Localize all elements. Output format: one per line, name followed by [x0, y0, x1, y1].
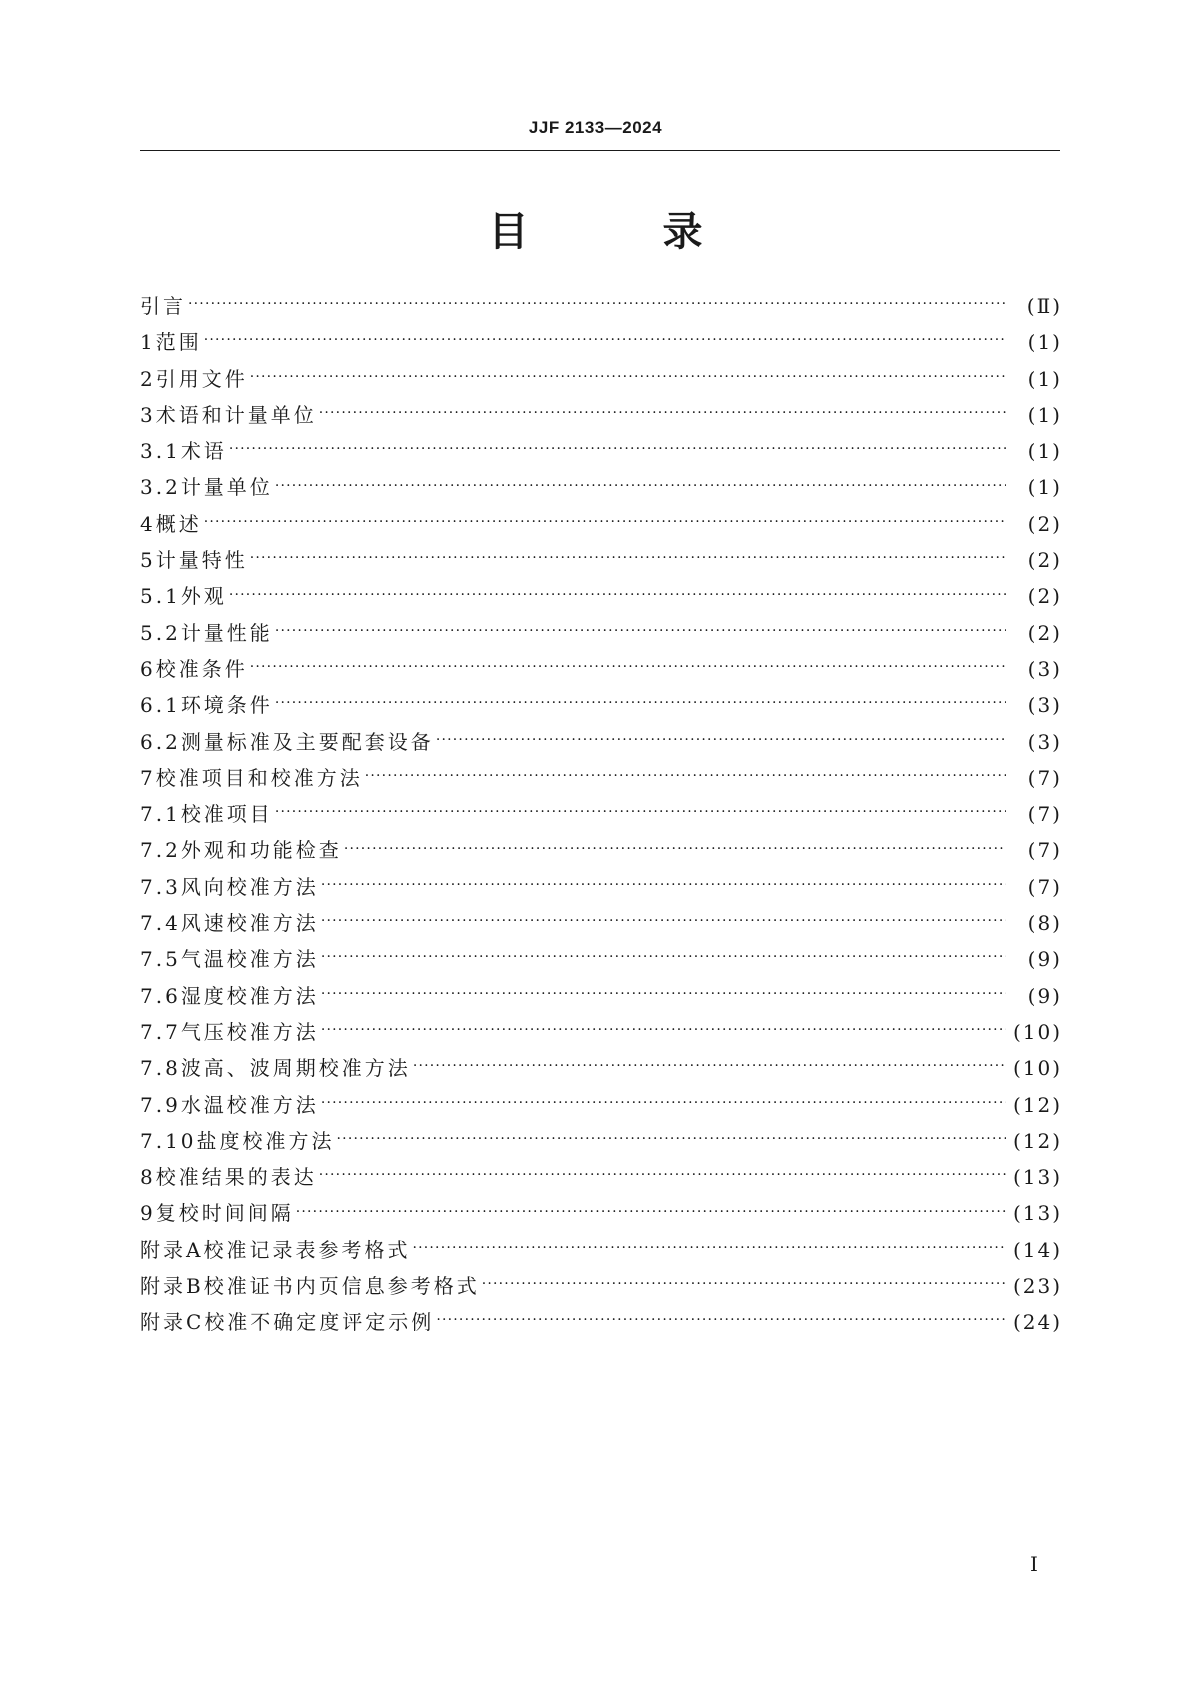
- toc-entry[interactable]: [140, 941, 1062, 977]
- toc-entry-number: 7.9: [140, 1092, 181, 1117]
- toc-entry-number: 4: [140, 511, 156, 536]
- toc-entry[interactable]: [140, 796, 1062, 832]
- toc-entry-title: 计量特性: [155, 548, 248, 573]
- toc-entry-title: 气温校准方法: [180, 947, 319, 972]
- toc-entry[interactable]: [140, 1014, 1062, 1050]
- toc-leader-dots: [275, 623, 1006, 643]
- toc-entry-title: 校准不确定度评定示例: [204, 1310, 435, 1335]
- toc-leader-dots: [321, 877, 1006, 897]
- toc-entry[interactable]: [140, 361, 1062, 397]
- toc-entry-number: 7.1: [140, 802, 181, 827]
- toc-entry-title: 校准条件: [155, 656, 248, 681]
- table-of-contents: [140, 288, 1062, 1341]
- toc-entry-page: (Ⅱ): [1026, 294, 1062, 318]
- toc-entry[interactable]: [140, 687, 1062, 723]
- toc-leader-dots: [321, 949, 1006, 969]
- toc-leader-dots: [321, 986, 1006, 1006]
- toc-entry-number: 附录C: [140, 1310, 205, 1335]
- toc-entry-number: 7.6: [140, 983, 181, 1008]
- toc-entry-number: 8: [140, 1165, 156, 1190]
- page-number: Ⅰ: [1030, 1552, 1038, 1576]
- toc-entry-page: (10): [1012, 1019, 1062, 1044]
- toc-leader-dots: [296, 1204, 1006, 1224]
- toc-leader-dots: [344, 841, 1006, 861]
- toc-entry-number: 9: [140, 1201, 156, 1226]
- toc-entry-page: (2): [1027, 584, 1062, 609]
- toc-entry-number: 附录B: [140, 1274, 204, 1299]
- toc-entry[interactable]: [140, 1268, 1062, 1304]
- toc-entry[interactable]: [140, 542, 1062, 578]
- toc-entry-title: 湿度校准方法: [180, 983, 319, 1008]
- toc-entry[interactable]: [140, 469, 1062, 505]
- toc-entry-page: (3): [1027, 656, 1062, 681]
- toc-entry-page: (24): [1012, 1310, 1062, 1335]
- toc-entry-title: 计量性能: [180, 620, 273, 645]
- toc-entry[interactable]: [140, 1304, 1062, 1340]
- toc-entry-number: 6.1: [140, 693, 181, 718]
- toc-entry-title: 范围: [155, 330, 202, 355]
- toc-entry-number: 7.10: [140, 1128, 197, 1153]
- toc-entry[interactable]: [140, 1195, 1062, 1231]
- toc-entry-number: 6: [140, 656, 156, 681]
- toc-entry-page: (1): [1027, 475, 1062, 500]
- toc-entry-page: (23): [1012, 1274, 1062, 1299]
- toc-entry-number: 7.7: [140, 1019, 181, 1044]
- toc-entry-page: (13): [1012, 1201, 1062, 1226]
- toc-entry-number: 附录A: [140, 1237, 204, 1262]
- toc-leader-dots: [275, 478, 1006, 498]
- toc-entry-title: 校准证书内页信息参考格式: [203, 1274, 480, 1299]
- toc-entry-page: (1): [1027, 330, 1062, 355]
- toc-leader-dots: [275, 804, 1006, 824]
- toc-entry[interactable]: [140, 324, 1062, 360]
- toc-entry-title: 测量标准及主要配套设备: [180, 729, 434, 754]
- toc-entry-title: 复校时间间隔: [155, 1201, 294, 1226]
- toc-entry-page: (7): [1027, 874, 1062, 899]
- toc-entry-page: (14): [1012, 1237, 1062, 1262]
- toc-leader-dots: [319, 1167, 1006, 1187]
- toc-entry-title: 盐度校准方法: [196, 1128, 335, 1153]
- toc-entry[interactable]: [140, 1087, 1062, 1123]
- toc-leader-dots: [412, 1240, 1006, 1260]
- document-code: JJF 2133—2024: [528, 118, 663, 137]
- toc-leader-dots: [275, 695, 1006, 715]
- toc-entry-page: (1): [1027, 402, 1062, 427]
- toc-entry-title: 校准项目和校准方法: [155, 765, 363, 790]
- toc-leader-dots: [436, 732, 1006, 752]
- toc-entry-number: 7.8: [140, 1056, 181, 1081]
- toc-entry-title: 术语和计量单位: [155, 402, 317, 427]
- toc-entry-number: 2: [140, 366, 156, 391]
- toc-leader-dots: [250, 659, 1006, 679]
- toc-entry[interactable]: [140, 978, 1062, 1014]
- toc-entry[interactable]: [140, 1232, 1062, 1268]
- toc-entry[interactable]: [140, 724, 1062, 760]
- toc-entry-number: 7.2: [140, 838, 181, 863]
- toc-entry[interactable]: [140, 1123, 1062, 1159]
- toc-entry-number: 7.4: [140, 911, 181, 936]
- toc-entry-page: (2): [1027, 511, 1062, 536]
- toc-entry-number: 5.1: [140, 584, 181, 609]
- toc-entry-title: 外观和功能检查: [180, 838, 342, 863]
- toc-entry-number: 6.2: [140, 729, 181, 754]
- toc-entry-page: (1): [1027, 439, 1062, 464]
- page-title: 目 录: [488, 209, 763, 255]
- toc-leader-dots: [204, 514, 1006, 534]
- toc-leader-dots: [188, 296, 1006, 316]
- toc-leader-dots: [436, 1312, 1006, 1332]
- toc-entry[interactable]: [140, 832, 1062, 868]
- toc-entry-page: (7): [1027, 765, 1062, 790]
- toc-entry-number: 3.2: [140, 475, 181, 500]
- toc-entry[interactable]: [140, 288, 1062, 324]
- toc-entry-page: (2): [1027, 620, 1062, 645]
- toc-leader-dots: [413, 1058, 1006, 1078]
- toc-leader-dots: [482, 1276, 1006, 1296]
- toc-entry-page: (10): [1012, 1056, 1062, 1081]
- toc-entry-page: (1): [1027, 366, 1062, 391]
- toc-entry-title: 水温校准方法: [180, 1092, 319, 1117]
- toc-entry-page: (2): [1027, 548, 1062, 573]
- toc-entry-title: 计量单位: [180, 475, 273, 500]
- toc-entry-title: 风向校准方法: [180, 874, 319, 899]
- toc-entry-number: 3.1: [140, 439, 181, 464]
- toc-leader-dots: [229, 587, 1006, 607]
- toc-entry-number: 7.3: [140, 874, 181, 899]
- toc-entry[interactable]: [140, 615, 1062, 651]
- toc-entry-title: 引用文件: [155, 366, 248, 391]
- toc-entry[interactable]: [140, 397, 1062, 433]
- toc-leader-dots: [321, 1022, 1006, 1042]
- toc-entry-number: 1: [140, 330, 156, 355]
- toc-leader-dots: [229, 441, 1006, 461]
- toc-entry[interactable]: [140, 578, 1062, 614]
- toc-entry-number: 5: [140, 548, 156, 573]
- toc-entry-title: 校准项目: [180, 802, 273, 827]
- toc-leader-dots: [365, 768, 1006, 788]
- toc-entry-title: 环境条件: [180, 693, 273, 718]
- toc-entry-number: 7: [140, 765, 156, 790]
- toc-entry[interactable]: [140, 1050, 1062, 1086]
- toc-entry-title: 风速校准方法: [180, 911, 319, 936]
- toc-entry-page: (13): [1012, 1165, 1062, 1190]
- toc-entry-title: 波高、波周期校准方法: [180, 1056, 411, 1081]
- toc-entry-page: (12): [1012, 1128, 1062, 1153]
- toc-entry-page: (12): [1012, 1092, 1062, 1117]
- toc-entry[interactable]: [140, 433, 1062, 469]
- toc-leader-dots: [337, 1131, 1006, 1151]
- toc-entry-page: (9): [1027, 983, 1062, 1008]
- toc-leader-dots: [319, 405, 1006, 425]
- toc-leader-dots: [250, 369, 1006, 389]
- toc-entry-page: (3): [1027, 693, 1062, 718]
- toc-entry-page: (7): [1027, 838, 1062, 863]
- toc-entry[interactable]: [140, 1159, 1062, 1195]
- toc-entry-title: 引言: [140, 294, 186, 318]
- toc-leader-dots: [250, 550, 1006, 570]
- toc-entry-page: (3): [1027, 729, 1062, 754]
- toc-entry-title: 校准结果的表达: [155, 1165, 317, 1190]
- toc-leader-dots: [321, 913, 1006, 933]
- toc-entry-title: 术语: [180, 439, 227, 464]
- toc-entry-title: 外观: [180, 584, 227, 609]
- toc-entry-number: 5.2: [140, 620, 181, 645]
- toc-entry[interactable]: [140, 760, 1062, 796]
- toc-entry[interactable]: [140, 869, 1062, 905]
- toc-leader-dots: [321, 1095, 1006, 1115]
- toc-entry-page: (8): [1027, 911, 1062, 936]
- toc-entry-title: 概述: [155, 511, 202, 536]
- toc-entry[interactable]: [140, 651, 1062, 687]
- toc-leader-dots: [204, 332, 1006, 352]
- toc-entry-number: 3: [140, 402, 156, 427]
- toc-entry-title: 气压校准方法: [180, 1019, 319, 1044]
- toc-entry-page: (7): [1027, 802, 1062, 827]
- toc-entry-page: (9): [1027, 947, 1062, 972]
- toc-entry-number: 7.5: [140, 947, 181, 972]
- toc-entry[interactable]: [140, 905, 1062, 941]
- header-rule: [140, 150, 1060, 151]
- toc-entry[interactable]: [140, 506, 1062, 542]
- toc-entry-title: 校准记录表参考格式: [203, 1237, 411, 1262]
